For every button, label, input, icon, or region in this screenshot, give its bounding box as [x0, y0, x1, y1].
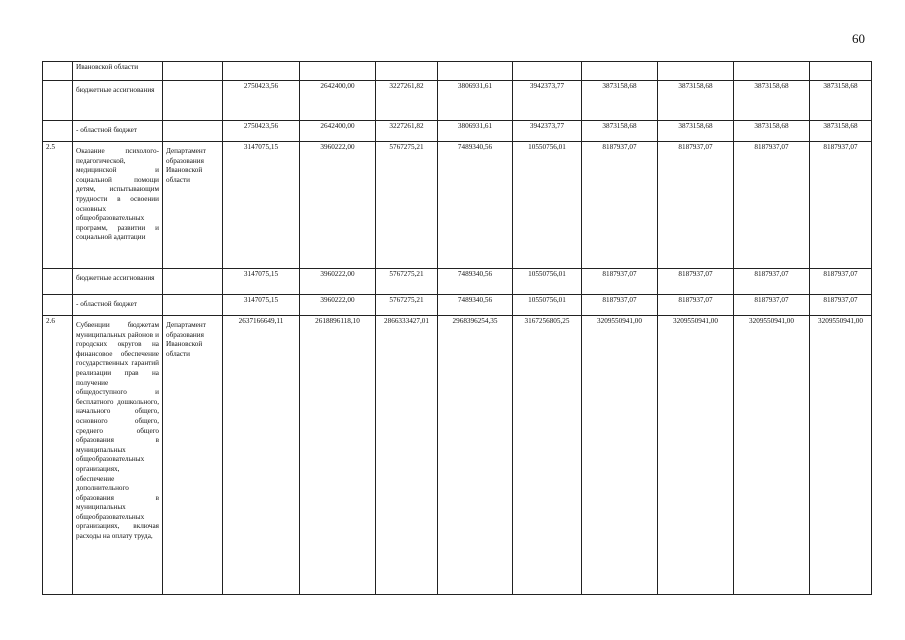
row-value-cell: 2750423,56 — [223, 121, 300, 142]
row-value-cell: 8187937,07 — [810, 295, 872, 316]
row-value-cell — [223, 62, 300, 81]
row-value-cell: 8187937,07 — [658, 295, 734, 316]
row-value-cell: 3873158,68 — [734, 121, 810, 142]
row-index-cell — [43, 295, 73, 316]
row-index-cell: 2.5 — [43, 142, 73, 269]
row-value-cell: 8187937,07 — [734, 142, 810, 269]
row-executor-cell — [163, 295, 223, 316]
row-value-cell: 3806931,61 — [438, 81, 513, 121]
row-value-cell: 10550756,01 — [513, 142, 582, 269]
row-name-cell: Ивановской области — [73, 62, 163, 81]
row-value-cell: 5767275,21 — [376, 142, 438, 269]
row-value-cell: 3806931,61 — [438, 121, 513, 142]
table-row — [43, 142, 872, 269]
row-index-cell — [43, 121, 73, 142]
row-value-cell: 2968396254,35 — [438, 316, 513, 595]
row-value-cell: 8187937,07 — [810, 269, 872, 295]
row-value-cell: 8187937,07 — [582, 142, 658, 269]
row-value-cell: 10550756,01 — [513, 295, 582, 316]
row-value-cell — [513, 62, 582, 81]
row-value-cell: 8187937,07 — [658, 142, 734, 269]
row-value-cell — [810, 62, 872, 81]
row-index-cell — [43, 62, 73, 81]
row-value-cell: 2637166649,11 — [223, 316, 300, 595]
row-value-cell: 7489340,56 — [438, 295, 513, 316]
row-value-cell: 3147075,15 — [223, 142, 300, 269]
row-value-cell: 3209550941,00 — [734, 316, 810, 595]
row-value-cell: 3873158,68 — [734, 81, 810, 121]
row-executor-cell — [163, 81, 223, 121]
row-value-cell: 2618896118,10 — [300, 316, 376, 595]
row-index-cell — [43, 269, 73, 295]
row-value-cell: 3960222,00 — [300, 269, 376, 295]
row-value-cell: 3209550941,00 — [658, 316, 734, 595]
row-executor-cell: Департамент образования Ивановской области — [163, 142, 223, 269]
table-body — [43, 62, 872, 595]
row-value-cell: 8187937,07 — [734, 295, 810, 316]
row-value-cell: 3227261,82 — [376, 81, 438, 121]
table-row — [43, 295, 872, 316]
row-value-cell: 3942373,77 — [513, 121, 582, 142]
row-value-cell: 3147075,15 — [223, 295, 300, 316]
row-value-cell: 2642400,00 — [300, 81, 376, 121]
row-name-cell: бюджетные ассигнования — [73, 81, 163, 121]
row-value-cell: 8187937,07 — [582, 269, 658, 295]
row-executor-cell — [163, 269, 223, 295]
row-value-cell: 3960222,00 — [300, 295, 376, 316]
row-value-cell: 5767275,21 — [376, 295, 438, 316]
row-value-cell: 8187937,07 — [734, 269, 810, 295]
row-value-cell: 7489340,56 — [438, 269, 513, 295]
row-value-cell: 3227261,82 — [376, 121, 438, 142]
row-value-cell: 8187937,07 — [658, 269, 734, 295]
row-value-cell: 2642400,00 — [300, 121, 376, 142]
row-value-cell: 10550756,01 — [513, 269, 582, 295]
row-value-cell: 8187937,07 — [582, 295, 658, 316]
row-value-cell: 3873158,68 — [658, 121, 734, 142]
row-value-cell: 2866333427,01 — [376, 316, 438, 595]
page-number: 60 — [852, 31, 865, 46]
row-value-cell: 3873158,68 — [810, 81, 872, 121]
row-name-cell: бюджетные ассигнования — [73, 269, 163, 295]
row-name-cell: Субвенции бюджетам муниципальных районов и городских округов на финансовое обеспечение государственных гарантий реализации прав на получение общедоступного и бесплатного дошкольного, начального общего, основного общего, среднего общего образования в муниципальных общеобразовательных организациях, обеспечение дополнительного образования в муниципальных общеобразовательных организациях, включая расходы на оплату труда, — [73, 316, 163, 595]
row-name-cell: - областной бюджет — [73, 295, 163, 316]
row-value-cell: 8187937,07 — [810, 142, 872, 269]
row-executor-cell — [163, 62, 223, 81]
table-row — [43, 62, 872, 81]
row-value-cell: 5767275,21 — [376, 269, 438, 295]
row-index-cell: 2.6 — [43, 316, 73, 595]
row-value-cell — [376, 62, 438, 81]
row-value-cell: 3873158,68 — [582, 81, 658, 121]
row-value-cell — [438, 62, 513, 81]
row-value-cell — [658, 62, 734, 81]
row-value-cell — [300, 62, 376, 81]
row-value-cell: 3960222,00 — [300, 142, 376, 269]
budget-table — [42, 61, 872, 595]
row-value-cell: 3209550941,00 — [810, 316, 872, 595]
row-value-cell: 3167256805,25 — [513, 316, 582, 595]
row-value-cell — [582, 62, 658, 81]
row-value-cell: 3209550941,00 — [582, 316, 658, 595]
row-name-cell: Оказание психолого-педагогической, медицинской и социальной помощи детям, испытывающим трудности в освоении основных общеобразовательных программ, развитии и социальной адаптации — [73, 142, 163, 269]
table-row — [43, 81, 872, 121]
row-value-cell: 3873158,68 — [810, 121, 872, 142]
row-executor-cell: Департамент образования Ивановской области — [163, 316, 223, 595]
row-value-cell: 3942373,77 — [513, 81, 582, 121]
row-value-cell: 2750423,56 — [223, 81, 300, 121]
row-executor-cell — [163, 121, 223, 142]
row-value-cell: 3873158,68 — [582, 121, 658, 142]
table-row — [43, 121, 872, 142]
row-name-cell: - областной бюджет — [73, 121, 163, 142]
row-index-cell — [43, 81, 73, 121]
row-value-cell — [734, 62, 810, 81]
row-value-cell: 3147075,15 — [223, 269, 300, 295]
row-value-cell: 3873158,68 — [658, 81, 734, 121]
row-value-cell: 7489340,56 — [438, 142, 513, 269]
table-row — [43, 316, 872, 595]
table-row — [43, 269, 872, 295]
